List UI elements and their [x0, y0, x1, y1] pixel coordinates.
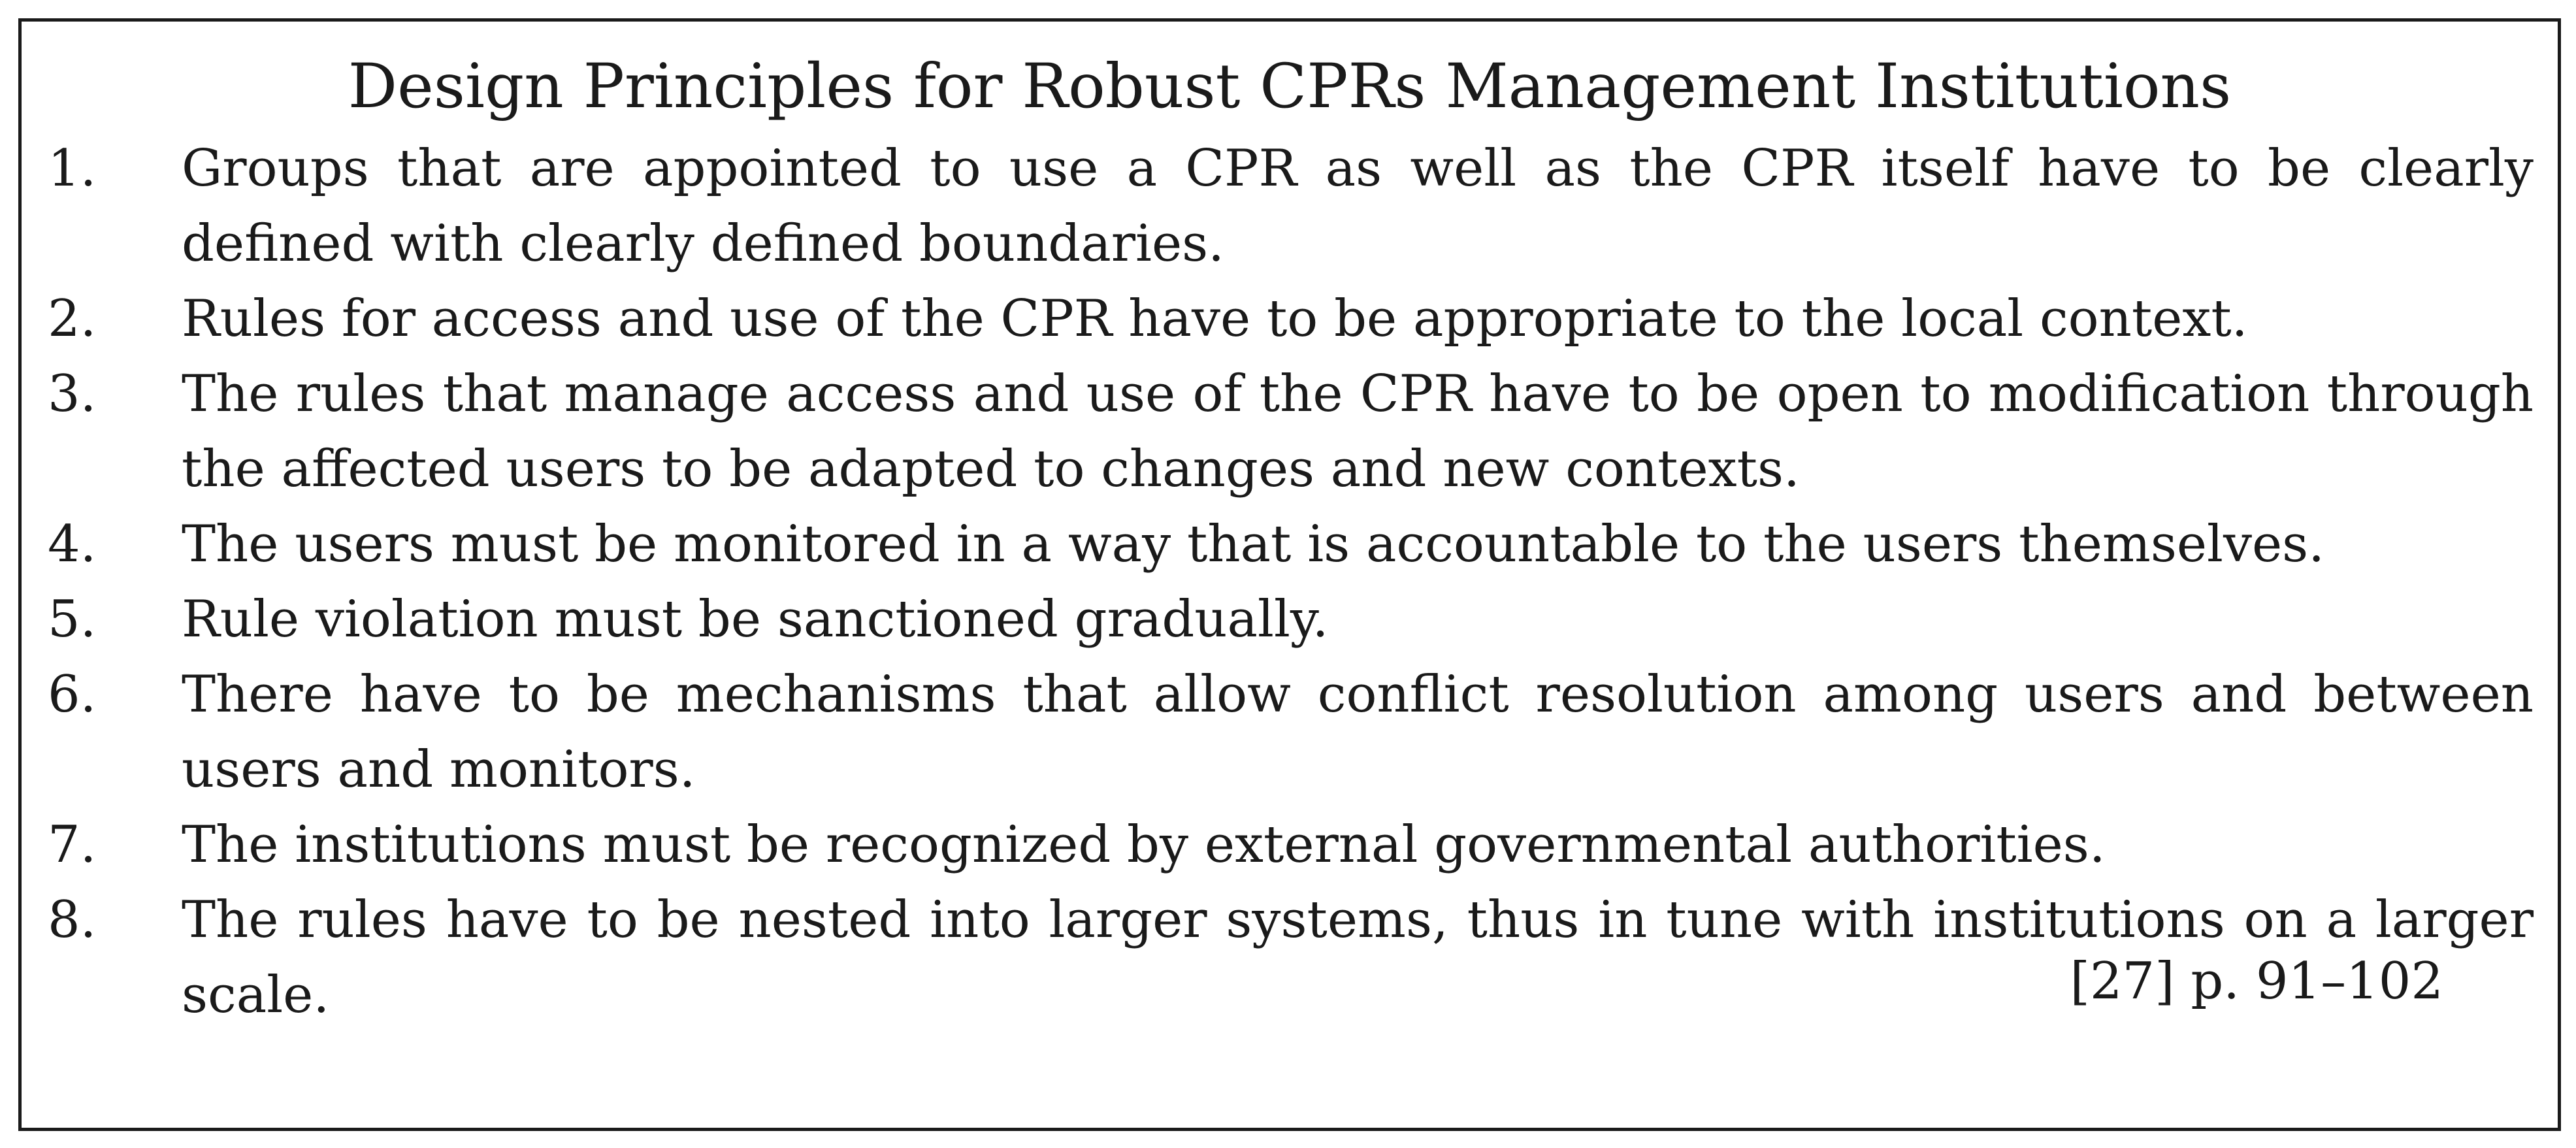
list-item-text: Rule violation must be sanctioned gradually. — [182, 590, 1329, 649]
list-item — [48, 657, 2534, 808]
principles-list — [48, 131, 2534, 1033]
box-title: Design Principles for Robust CPRs Management Institutions — [348, 51, 2232, 122]
list-item — [48, 357, 2534, 507]
list-item-text: The institutions must be recognized by external governmental authorities. — [182, 815, 2106, 874]
list-item — [48, 507, 2534, 582]
list-item-number: 7. — [48, 815, 97, 874]
list-item — [48, 131, 2534, 282]
list-item-text: Rules for access and use of the CPR have to be appropriate to the local context. — [182, 289, 2248, 348]
list-item-number: 4. — [48, 515, 97, 574]
citation: [27] p. 91–102 — [2070, 952, 2443, 1011]
list-item-number: 1. — [48, 139, 97, 198]
list-item — [48, 582, 2534, 657]
list-item — [48, 808, 2534, 883]
list-item — [48, 282, 2534, 357]
list-item-number: 6. — [48, 665, 97, 724]
list-item-text: The users must be monitored in a way that is accountable to the users themselves. — [182, 515, 2324, 574]
principles-box — [18, 18, 2561, 1131]
list-item-number: 5. — [48, 590, 97, 649]
list-item-number: 3. — [48, 365, 97, 423]
list-item-number: 8. — [48, 891, 97, 949]
list-item-text: There have to be mechanisms that allow conflict resolution among users and between users and monitors. — [182, 665, 2534, 799]
list-item-text: The rules have to be nested into larger systems, thus in tune with institutions on a larger scale. — [182, 891, 2534, 1025]
list-item-number: 2. — [48, 289, 97, 348]
list-item-text: The rules that manage access and use of the CPR have to be open to modification through the affected users to be adapted to changes and new contexts. — [182, 365, 2534, 499]
list-item-text: Groups that are appointed to use a CPR as well as the CPR itself have to be clearly defined with clearly defined boundaries. — [182, 139, 2534, 273]
